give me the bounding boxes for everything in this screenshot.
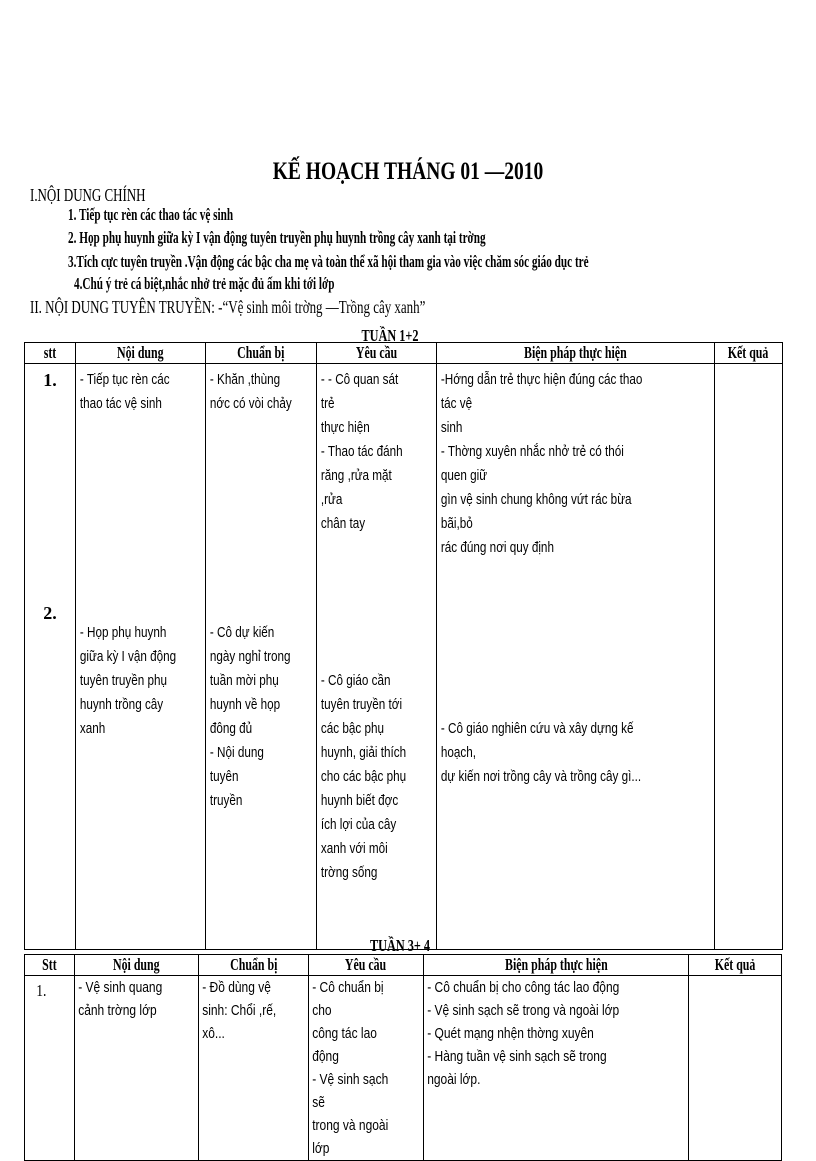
bienphap-cell: -Hớng dẫn trẻ thực hiện đúng các thao tác vệ sinh - Thờng xuyên nhắc nhở trẻ có thói quen giữ gìn vệ sinh chung không vứt rác bừa bãi,bỏ rác đúng nơi quy định - Cô giáo nghiên cứu và xây dựng kế hoạch, dự kiến nơi trồng cây và trồng cây gì... [437,364,715,950]
section1-heading: I.NỘI DUNG CHÍNH [30,185,146,205]
table-row [25,976,782,1161]
col-header-chuanbi: Chuẩn bị [199,955,309,976]
yeucau-cell: - - Cô quan sát trẻ thực hiện - Thao tác đánh răng ,rửa mặt ,rửa chân tay - Cô giáo cần tuyên truyền tới các bậc phụ huynh, giải thích cho các bậc phụ huynh biết đợc ích lợi của cây xanh với môi trờng sống [317,364,437,950]
page-title: KẾ HOẠCH THÁNG 01 —2010 [272,158,544,185]
ketqua-cell [689,976,782,1161]
table-header-row [25,343,783,364]
col-header-bienphap: Biện pháp thực hiện [424,955,689,976]
section1-item: 1. Tiếp tục rèn các thao tác vệ sinh [68,205,234,224]
noidung-cell: - Tiếp tục rèn các thao tác vệ sinh - Họp phụ huynh giữa kỳ I vận động tuyên truyền phụ huynh trồng cây xanh [76,364,206,950]
week3-table [24,954,782,1161]
stt-cell: 1. 2. [25,364,76,950]
col-header-stt: stt [25,343,76,364]
table-header-row [25,955,782,976]
col-header-noidung: Nội dung [76,343,206,364]
noidung-cell: - Vệ sinh quang cảnh trờng lớp [75,976,199,1161]
col-header-chuanbi: Chuẩn bị [206,343,317,364]
section1-item: 3.Tích cực tuyên truyền .Vận động các bậc cha mẹ và toàn thể xã hội tham gia vào việc chăm sóc giáo dục trẻ [68,252,589,271]
stt-cell: 1. [25,976,75,1161]
chuanbi-cell: - Khăn ,thùng nớc có vòi chảy - Cô dự kiến ngày nghỉ trong tuần mời phụ huynh về họp đông đủ - Nội dung tuyên truyền [206,364,317,950]
col-header-stt: Stt [25,955,75,976]
chuanbi-cell: - Đồ dùng vệ sinh: Chổi ,rế, xô... [199,976,309,1161]
yeucau-cell: - Cô chuẩn bị cho công tác lao động - Vệ sinh sạch sẽ trong và ngoài lớp [309,976,424,1161]
week1-table [24,342,783,950]
ketqua-cell [715,364,783,950]
section1-item: 4.Chú ý trẻ cá biệt,nhắc nhở trẻ mặc đủ ấm khi tới lớp [74,274,335,293]
week1-label: TUẦN 1+2 [361,326,419,345]
col-header-ketqua: Kết quả [715,343,783,364]
col-header-yeucau: Yêu cầu [317,343,437,364]
bienphap-cell: - Cô chuẩn bị cho công tác lao động - Vệ sinh sạch sẽ trong và ngoài lớp - Quét mạng nhện thờng xuyên - Hàng tuần vệ sinh sạch sẽ trong ngoài lớp. [424,976,689,1161]
col-header-yeucau: Yêu cầu [309,955,424,976]
col-header-bienphap: Biện pháp thực hiện [437,343,715,364]
week3-label: TUẦN 3+ 4 [369,936,431,955]
section1-item: 2. Họp phụ huynh giữa kỳ I vận động tuyên truyền phụ huynh trồng cây xanh tại trờng [68,228,486,247]
table-row [25,364,783,950]
col-header-noidung: Nội dung [75,955,199,976]
col-header-ketqua: Kết quả [689,955,782,976]
section2-heading: II. NỘI DUNG TUYÊN TRUYỀN: -“Vệ sinh môi trờng —Trồng cây xanh” [30,297,426,317]
